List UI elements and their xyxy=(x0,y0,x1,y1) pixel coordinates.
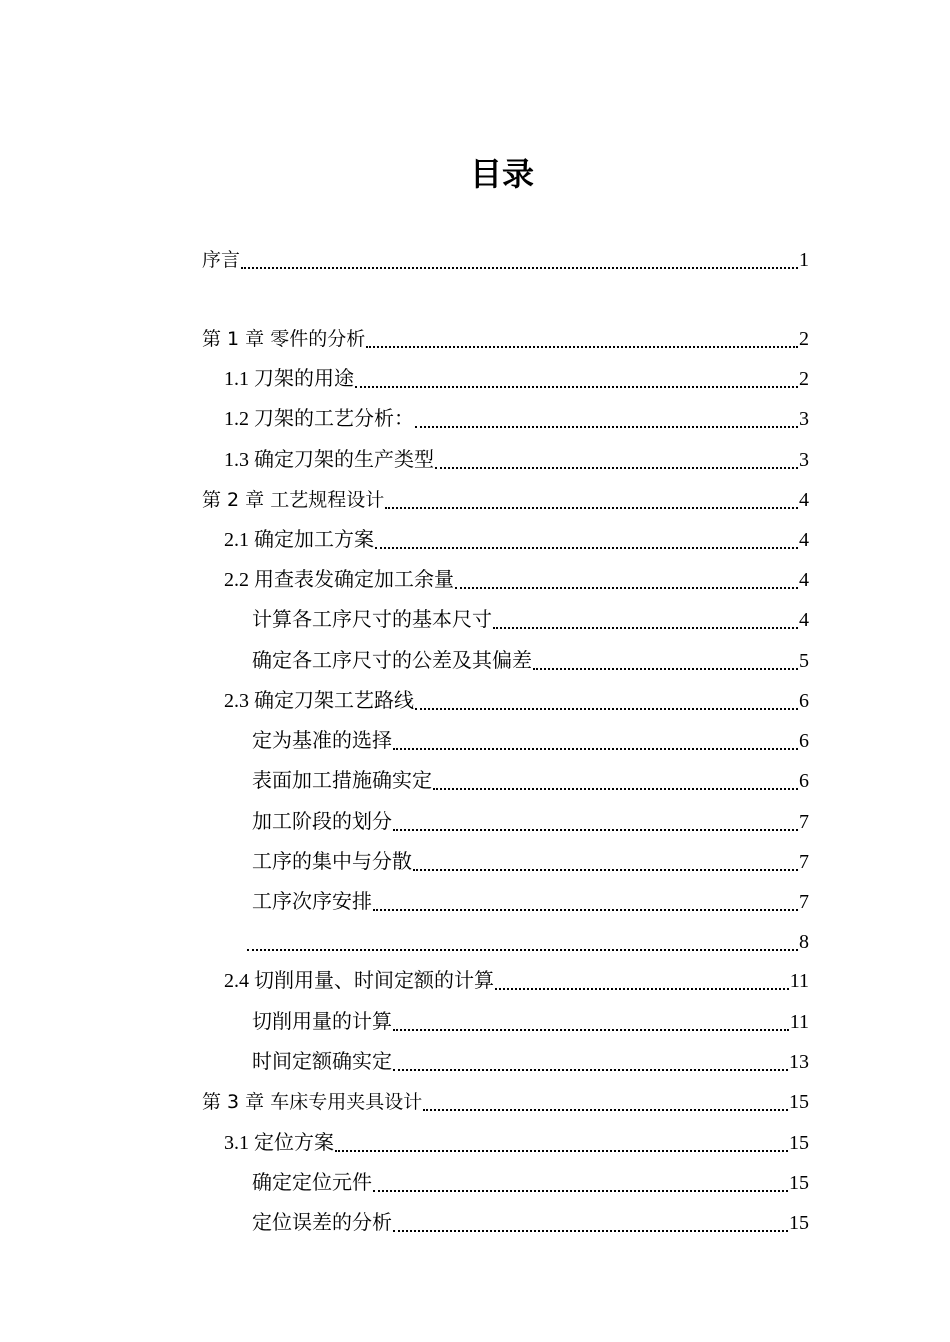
toc-entry-label: 工序的集中与分散 xyxy=(252,851,412,873)
toc-entry-3-1[interactable] xyxy=(224,1117,809,1157)
dot-leader xyxy=(393,1017,789,1031)
toc-entry-page: 4 xyxy=(799,489,809,511)
toc-entry-preface[interactable] xyxy=(202,234,809,274)
toc-entry-2-3-b[interactable] xyxy=(252,755,809,795)
toc-entry-label: 工序次序安排 xyxy=(252,891,372,913)
toc-entry-label: 第 3 章 车床专用夹具设计 xyxy=(202,1091,423,1113)
toc-entry-2-4-a[interactable] xyxy=(252,996,809,1036)
toc-entry-label: 切削用量的计算 xyxy=(252,1011,392,1033)
toc-entry-label: 时间定额确实定 xyxy=(252,1051,392,1073)
toc-entry-page: 3 xyxy=(799,408,809,430)
toc-title: 目录 xyxy=(469,155,534,193)
toc-entry-page: 8 xyxy=(799,931,809,953)
toc-entry-1-1[interactable] xyxy=(224,353,809,393)
toc-entry-2-3-d[interactable] xyxy=(252,836,809,876)
toc-entry-page: 7 xyxy=(799,811,809,833)
toc-entry-label: 2.4 切削用量、时间定额的计算 xyxy=(224,970,494,992)
toc-entry-3-1-a[interactable] xyxy=(252,1157,809,1197)
toc-entry-label: 定位误差的分析 xyxy=(252,1212,392,1234)
toc-entry-page: 5 xyxy=(799,650,809,672)
toc-entry-chapter-3[interactable] xyxy=(202,1076,809,1116)
toc-entry-2-2-a[interactable] xyxy=(252,594,809,634)
dot-leader xyxy=(415,414,798,428)
toc-entry-page: 2 xyxy=(799,368,809,390)
toc-entry-label: 3.1 定位方案 xyxy=(224,1132,334,1154)
toc-entry-page: 6 xyxy=(799,690,809,712)
toc-entry-1-2[interactable] xyxy=(224,393,809,433)
toc-entry-chapter-2[interactable] xyxy=(202,474,809,514)
dot-leader xyxy=(393,817,798,831)
toc-entry-page: 7 xyxy=(799,891,809,913)
toc-entry-label: 表面加工措施确实定 xyxy=(252,770,432,792)
dot-leader xyxy=(385,495,798,509)
toc-entry-1-3[interactable] xyxy=(224,434,809,474)
toc-entry-label: 计算各工序尺寸的基本尺寸 xyxy=(252,609,492,631)
toc-entry-page: 11 xyxy=(789,970,809,992)
toc-entry-label: 确定各工序尺寸的公差及其偏差 xyxy=(252,650,532,672)
toc-entry-2-3-c[interactable] xyxy=(252,796,809,836)
toc-entry-2-3[interactable] xyxy=(224,675,809,715)
dot-leader xyxy=(335,1138,788,1152)
toc-entry-label: 1.2 刀架的工艺分析： xyxy=(224,408,414,430)
dot-leader xyxy=(247,937,798,951)
toc-entry-page: 15 xyxy=(789,1172,809,1194)
dot-leader xyxy=(393,1218,788,1232)
toc-entry-page: 7 xyxy=(799,851,809,873)
toc-entry-page: 6 xyxy=(799,770,809,792)
toc-entry-label: 2.1 确定加工方案 xyxy=(224,529,374,551)
toc-entry-unlabeled[interactable] xyxy=(246,916,809,956)
toc-entry-chapter-1[interactable] xyxy=(202,313,809,353)
toc-entry-2-2-b[interactable] xyxy=(252,635,809,675)
dot-leader xyxy=(375,535,798,549)
toc-entry-page: 6 xyxy=(799,730,809,752)
toc-entry-page: 1 xyxy=(799,249,809,271)
toc-entry-label: 第 1 章 零件的分析 xyxy=(202,328,366,350)
toc-entry-label: 1.1 刀架的用途 xyxy=(224,368,354,390)
dot-leader xyxy=(373,1178,788,1192)
dot-leader xyxy=(241,255,798,269)
toc-entry-2-4-b[interactable] xyxy=(252,1036,809,1076)
dot-leader xyxy=(533,656,798,670)
dot-leader xyxy=(495,976,789,990)
toc-entry-3-1-b[interactable] xyxy=(252,1197,809,1237)
dot-leader xyxy=(455,575,798,589)
dot-leader xyxy=(366,334,798,348)
toc-entry-label: 1.3 确定刀架的生产类型 xyxy=(224,449,434,471)
dot-leader xyxy=(413,857,798,871)
toc-entry-label: 第 2 章 工艺规程设计 xyxy=(202,489,385,511)
dot-leader xyxy=(373,897,798,911)
toc-entry-page: 15 xyxy=(789,1212,809,1234)
dot-leader xyxy=(423,1097,788,1111)
dot-leader xyxy=(393,1057,788,1071)
dot-leader xyxy=(433,776,798,790)
toc-entry-label: 2.2 用查表发确定加工余量 xyxy=(224,569,454,591)
toc-entry-2-4[interactable] xyxy=(224,955,809,995)
toc-entry-2-2[interactable] xyxy=(224,554,809,594)
toc-entry-page: 15 xyxy=(789,1132,809,1154)
toc-entry-label: 确定定位元件 xyxy=(252,1172,372,1194)
toc-entry-2-3-e[interactable] xyxy=(252,876,809,916)
toc-entry-page: 4 xyxy=(799,569,809,591)
dot-leader xyxy=(435,455,798,469)
toc-entry-page: 11 xyxy=(789,1011,809,1033)
toc-entry-page: 4 xyxy=(799,529,809,551)
toc-entry-page: 13 xyxy=(789,1051,809,1073)
dot-leader xyxy=(393,736,798,750)
toc-entry-label: 序言 xyxy=(202,249,241,271)
toc-entry-page: 3 xyxy=(799,449,809,471)
toc-entry-2-1[interactable] xyxy=(224,514,809,554)
toc-entry-label: 加工阶段的划分 xyxy=(252,811,392,833)
dot-leader xyxy=(493,615,798,629)
dot-leader xyxy=(415,696,798,710)
toc-entry-label: 定为基准的选择 xyxy=(252,730,392,752)
toc-entry-2-3-a[interactable] xyxy=(252,715,809,755)
dot-leader xyxy=(355,374,798,388)
toc-entry-page: 4 xyxy=(799,609,809,631)
toc-entry-label: 2.3 确定刀架工艺路线 xyxy=(224,690,414,712)
toc-entry-page: 2 xyxy=(799,328,809,350)
toc-entry-page: 15 xyxy=(789,1091,809,1113)
